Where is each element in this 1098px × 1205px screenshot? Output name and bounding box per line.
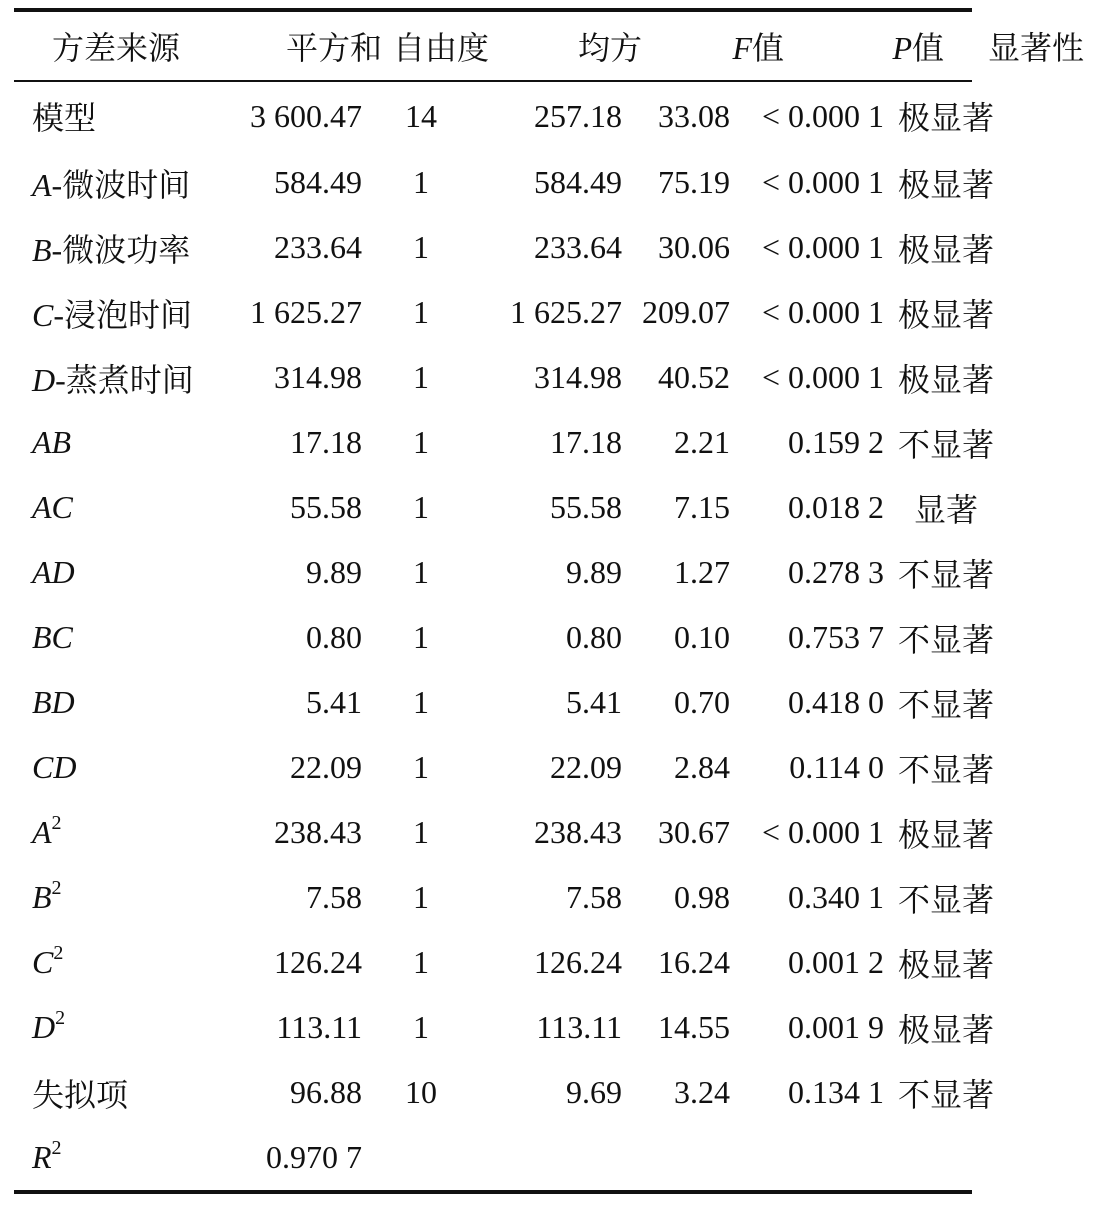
table-row	[14, 475, 1008, 540]
cell-sum-of-squares: 1 625.27	[250, 294, 362, 330]
cell-sum-of-squares: 233.64	[274, 229, 362, 265]
cell-significance: 不显著	[897, 620, 994, 659]
source-variable: C	[32, 944, 54, 980]
cell-degrees-of-freedom	[362, 1125, 480, 1190]
table-row	[14, 995, 1008, 1060]
header-f-var: F	[732, 30, 752, 66]
cell-source	[14, 540, 222, 605]
cell-significance: 极显著	[897, 295, 994, 334]
table-row	[14, 865, 1008, 930]
cell-significance: 极显著	[897, 99, 994, 137]
table-row	[14, 280, 1008, 345]
cell-f-value: 1.27	[674, 554, 730, 590]
source-variable: R	[32, 1139, 52, 1175]
cell-significance: 不显著	[897, 685, 994, 724]
header-mean-square: 均方	[577, 29, 642, 67]
table-row	[14, 930, 1008, 995]
cell-source	[14, 345, 222, 410]
cell-significance: 极显著	[897, 165, 994, 204]
cell-source	[14, 150, 222, 215]
header-p-value	[790, 12, 974, 80]
source-separator: -	[51, 231, 63, 268]
source-variable: CD	[32, 749, 77, 785]
cell-degrees-of-freedom: 1	[413, 229, 429, 265]
cell-degrees-of-freedom: 1	[413, 879, 429, 915]
source-variable: BC	[32, 619, 73, 655]
cell-mean-square: 126.24	[534, 944, 622, 980]
cell-significance: 极显著	[897, 1010, 994, 1049]
cell-f-value: 16.24	[658, 944, 730, 980]
cell-sum-of-squares: 7.58	[306, 879, 362, 915]
cell-f-value: 33.08	[658, 97, 730, 134]
source-label: 微波时间	[62, 165, 191, 204]
source-separator: -	[53, 296, 64, 333]
header-f-value	[676, 12, 790, 80]
cell-degrees-of-freedom: 1	[413, 294, 429, 330]
cell-source	[14, 82, 222, 150]
cell-source	[14, 995, 222, 1060]
anova-table-body	[14, 82, 1008, 1190]
cell-degrees-of-freedom: 10	[405, 1074, 437, 1110]
header-f-suffix: 值	[751, 29, 784, 67]
cell-source	[14, 1060, 222, 1125]
cell-degrees-of-freedom: 1	[413, 619, 429, 655]
cell-source	[14, 930, 222, 995]
cell-significance: 极显著	[897, 815, 994, 854]
cell-source	[14, 280, 222, 345]
anova-table-wrapper	[14, 8, 1084, 1194]
table-row	[14, 670, 1008, 735]
cell-source	[14, 605, 222, 670]
cell-f-value: 0.98	[674, 879, 730, 915]
cell-sum-of-squares: 0.970 7	[266, 1139, 362, 1175]
cell-p-value: < 0.000 1	[761, 97, 884, 134]
cell-significance: 极显著	[897, 945, 994, 984]
table-header	[14, 12, 1098, 80]
cell-source	[14, 1125, 222, 1190]
header-significance: 显著性	[987, 29, 1084, 67]
source-superscript: 2	[51, 812, 62, 834]
cell-sum-of-squares: 17.18	[290, 424, 362, 460]
cell-degrees-of-freedom: 1	[413, 814, 429, 850]
source-variable: BD	[32, 684, 75, 720]
cell-mean-square: 1 625.27	[510, 294, 622, 330]
source-superscript: 2	[55, 1007, 66, 1029]
cell-p-value: < 0.000 1	[761, 164, 884, 200]
table-row	[14, 605, 1008, 670]
bottom-rule	[14, 1190, 972, 1194]
cell-p-value: 0.001 2	[788, 944, 884, 980]
cell-mean-square: 257.18	[534, 97, 622, 134]
cell-p-value: 0.001 9	[788, 1009, 884, 1045]
cell-f-value: 30.06	[658, 229, 730, 265]
table-row	[14, 150, 1008, 215]
cell-f-value: 0.10	[674, 619, 730, 655]
table-row	[14, 215, 1008, 280]
cell-f-value: 209.07	[642, 294, 730, 330]
cell-p-value: 0.159 2	[788, 424, 884, 460]
cell-mean-square: 314.98	[534, 359, 622, 395]
cell-mean-square: 233.64	[534, 229, 622, 265]
cell-mean-square: 22.09	[550, 749, 622, 785]
cell-source	[14, 670, 222, 735]
cell-source	[14, 735, 222, 800]
table-row	[14, 345, 1008, 410]
cell-f-value: 0.70	[674, 684, 730, 720]
cell-p-value: 0.134 1	[788, 1074, 884, 1110]
cell-degrees-of-freedom: 1	[413, 164, 429, 200]
cell-f-value: 14.55	[658, 1009, 730, 1045]
cell-p-value: < 0.000 1	[761, 294, 884, 330]
cell-sum-of-squares: 314.98	[274, 359, 362, 395]
header-degrees-of-freedom: 自由度	[392, 29, 489, 67]
cell-degrees-of-freedom: 1	[413, 424, 429, 460]
cell-degrees-of-freedom: 1	[413, 1009, 429, 1045]
header-row	[14, 12, 1098, 80]
source-label: 模型	[32, 99, 97, 137]
cell-degrees-of-freedom: 1	[413, 359, 429, 395]
source-variable: C	[32, 296, 54, 333]
cell-p-value: 0.418 0	[788, 684, 884, 720]
cell-mean-square: 9.69	[566, 1074, 622, 1110]
cell-degrees-of-freedom: 1	[413, 749, 429, 785]
table-row	[14, 1125, 1008, 1190]
cell-sum-of-squares: 3 600.47	[250, 97, 362, 134]
cell-sum-of-squares: 9.89	[306, 554, 362, 590]
header-p-suffix: 值	[911, 29, 944, 67]
cell-f-value: 2.84	[674, 749, 730, 785]
cell-mean-square: 55.58	[550, 489, 622, 525]
source-superscript: 2	[53, 942, 64, 964]
cell-f-value: 7.15	[674, 489, 730, 525]
cell-sum-of-squares: 238.43	[274, 814, 362, 850]
cell-mean-square	[480, 1125, 622, 1190]
cell-mean-square: 238.43	[534, 814, 622, 850]
cell-mean-square: 7.58	[566, 879, 622, 915]
source-separator: -	[51, 166, 63, 203]
cell-source	[14, 475, 222, 540]
cell-p-value	[730, 1125, 884, 1190]
cell-sum-of-squares: 22.09	[290, 749, 362, 785]
cell-significance: 极显著	[897, 360, 994, 399]
source-variable: D	[32, 1009, 56, 1045]
cell-f-value	[622, 1125, 730, 1190]
cell-sum-of-squares: 96.88	[290, 1074, 362, 1110]
cell-p-value: 0.278 3	[788, 554, 884, 590]
cell-sum-of-squares: 113.11	[276, 1009, 362, 1045]
cell-significance: 不显著	[897, 880, 994, 919]
source-separator: -	[55, 361, 66, 398]
cell-source	[14, 215, 222, 280]
cell-f-value: 30.67	[658, 814, 730, 850]
source-label: 蒸煮时间	[65, 360, 194, 399]
cell-p-value: < 0.000 1	[761, 229, 884, 265]
cell-f-value: 75.19	[658, 164, 730, 200]
cell-degrees-of-freedom: 1	[413, 554, 429, 590]
cell-degrees-of-freedom: 14	[405, 97, 437, 134]
cell-p-value: 0.753 7	[788, 619, 884, 655]
cell-sum-of-squares: 5.41	[306, 684, 362, 720]
cell-sum-of-squares: 55.58	[290, 489, 362, 525]
anova-table	[14, 12, 1098, 80]
source-variable: D	[32, 361, 56, 398]
cell-sum-of-squares: 0.80	[306, 619, 362, 655]
cell-source	[14, 800, 222, 865]
source-variable: A	[32, 166, 52, 203]
cell-significance	[884, 1125, 1008, 1190]
cell-significance: 不显著	[897, 750, 994, 789]
cell-significance: 不显著	[897, 1075, 994, 1114]
cell-mean-square: 5.41	[566, 684, 622, 720]
header-p-var: P	[892, 30, 912, 66]
source-variable: AD	[32, 554, 75, 590]
table-row	[14, 1060, 1008, 1125]
cell-p-value: 0.018 2	[788, 489, 884, 525]
table-row	[14, 82, 1008, 150]
header-sum-of-squares: 平方和	[285, 29, 382, 67]
cell-mean-square: 0.80	[566, 619, 622, 655]
source-superscript: 2	[51, 1137, 62, 1159]
source-variable: B	[32, 231, 52, 268]
source-label: 微波功率	[62, 230, 191, 269]
source-variable: A	[32, 814, 52, 850]
cell-degrees-of-freedom: 1	[413, 944, 429, 980]
cell-p-value: < 0.000 1	[761, 814, 884, 850]
source-variable: B	[32, 879, 52, 915]
cell-significance: 极显著	[897, 230, 994, 269]
cell-mean-square: 17.18	[550, 424, 622, 460]
cell-p-value: < 0.000 1	[761, 359, 884, 395]
cell-p-value: 0.114 0	[789, 749, 884, 785]
table-row	[14, 800, 1008, 865]
cell-sum-of-squares: 584.49	[274, 164, 362, 200]
header-source: 方差来源	[52, 29, 181, 67]
cell-significance: 不显著	[897, 555, 994, 594]
cell-degrees-of-freedom: 1	[413, 684, 429, 720]
table-row	[14, 735, 1008, 800]
table-row	[14, 410, 1008, 475]
source-variable: AC	[32, 489, 73, 525]
source-label: 失拟项	[32, 1075, 129, 1114]
cell-f-value: 2.21	[674, 424, 730, 460]
source-variable: AB	[32, 424, 72, 460]
cell-f-value: 3.24	[674, 1074, 730, 1110]
cell-mean-square: 113.11	[536, 1009, 622, 1045]
source-label: 浸泡时间	[64, 295, 193, 334]
table-body	[14, 82, 1008, 1190]
cell-source	[14, 410, 222, 475]
table-row	[14, 540, 1008, 605]
cell-significance: 不显著	[897, 425, 994, 464]
cell-f-value: 40.52	[658, 359, 730, 395]
source-superscript: 2	[51, 877, 62, 899]
cell-sum-of-squares: 126.24	[274, 944, 362, 980]
cell-mean-square: 9.89	[566, 554, 622, 590]
cell-p-value: 0.340 1	[788, 879, 884, 915]
cell-significance: 显著	[913, 490, 978, 529]
cell-source	[14, 865, 222, 930]
cell-mean-square: 584.49	[534, 164, 622, 200]
cell-degrees-of-freedom: 1	[413, 489, 429, 525]
